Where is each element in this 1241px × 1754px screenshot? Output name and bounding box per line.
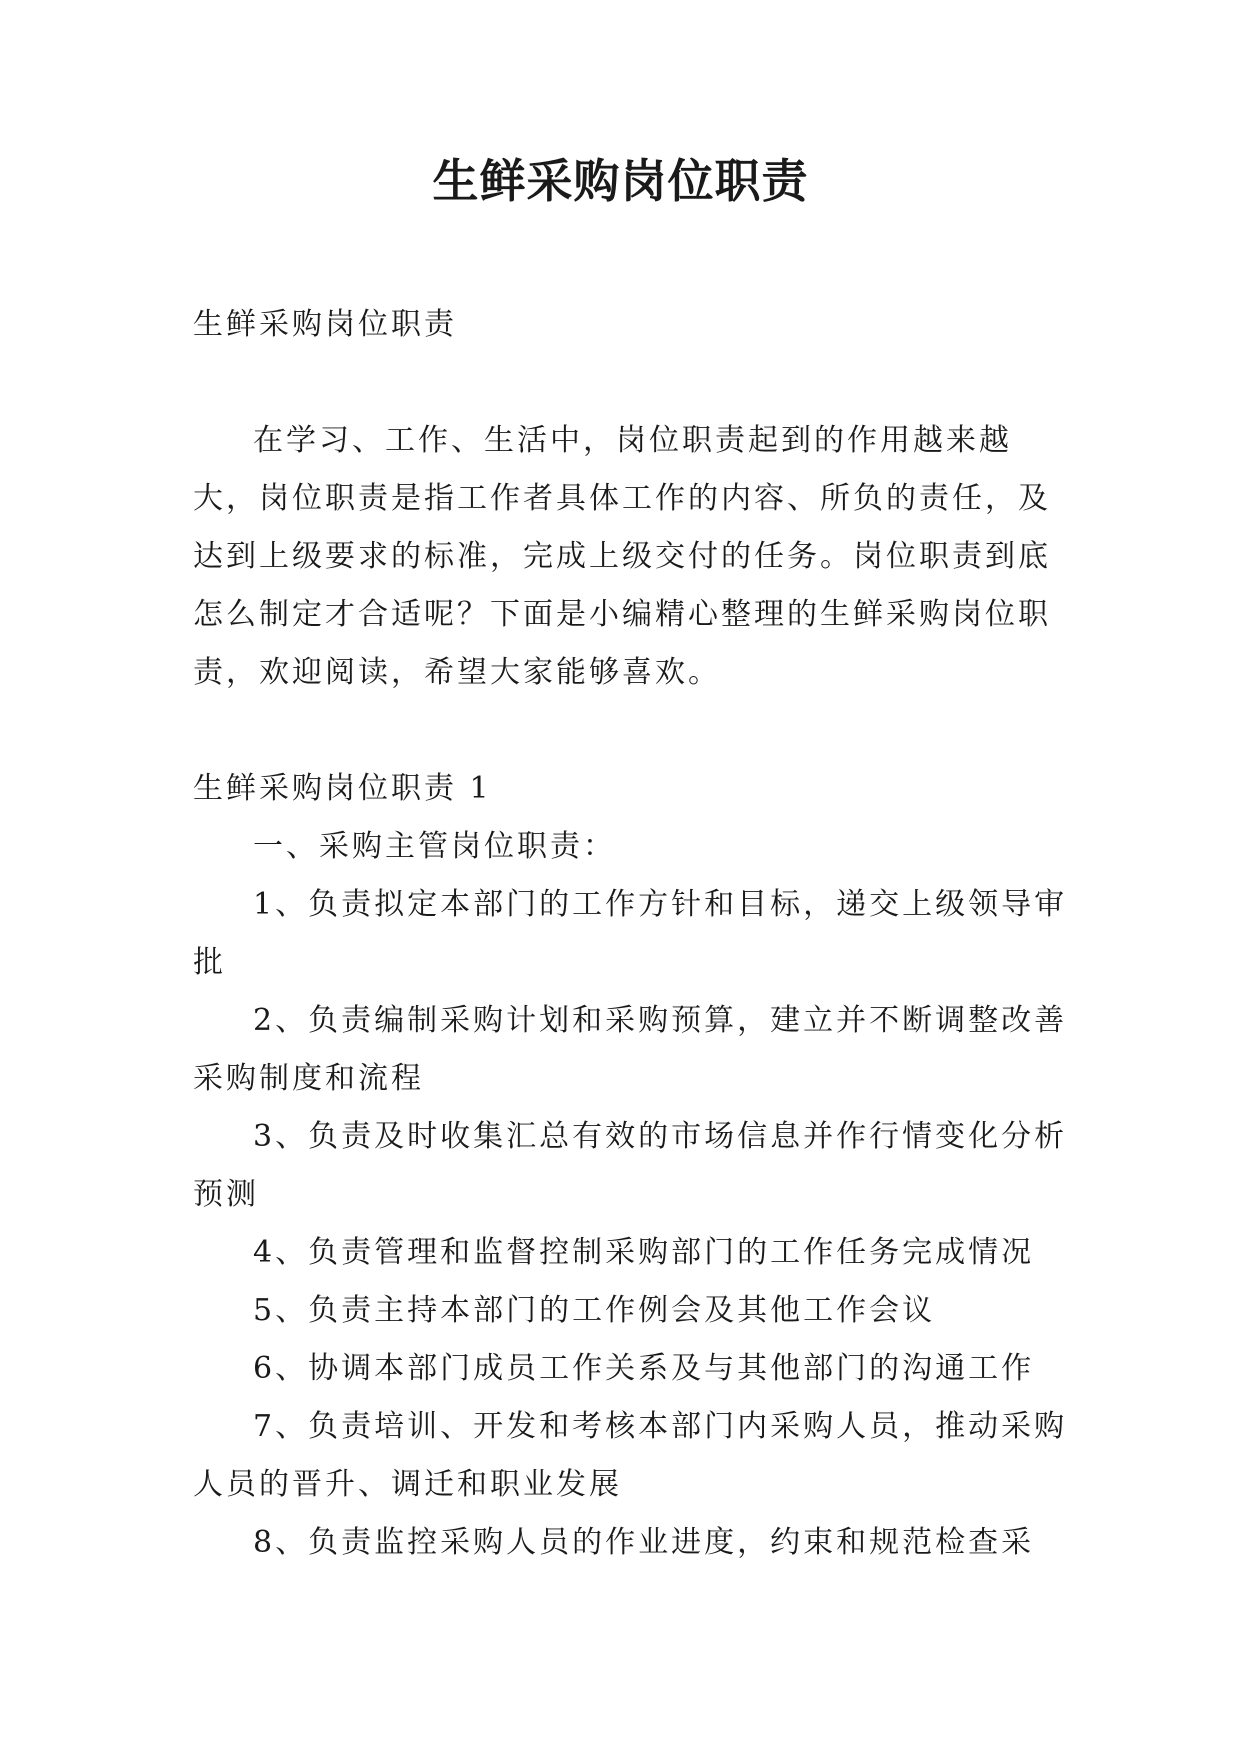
duty-item: 4、负责管理和监督控制采购部门的工作任务完成情况 <box>253 1235 1035 1270</box>
section-title: 生鲜采购岗位职责 1 <box>193 771 492 806</box>
duty-item: 2、负责编制采购计划和采购预算，建立并不断调整改善采购制度和流程 <box>193 1003 1068 1096</box>
duty-item: 1、负责拟定本部门的工作方针和目标，递交上级领导审批 <box>193 887 1068 980</box>
intro-paragraph: 在学习、工作、生活中，岗位职责起到的作用越来越大，岗位职责是指工作者具体工作的内容、所负的责任，及达到上级要求的标准，完成上级交付的任务。岗位职责到底怎么制定才合适呢？下面是小编精心整理的生鲜采购岗位职责，欢迎阅读，希望大家能够喜欢。 <box>193 423 1051 690</box>
duty-item: 6、协调本部门成员工作关系及与其他部门的沟通工作 <box>253 1351 1035 1386</box>
document-title: 生鲜采购岗位职责 <box>432 154 809 208</box>
duty-item: 3、负责及时收集汇总有效的市场信息并作行情变化分析预测 <box>193 1119 1068 1212</box>
document-body <box>193 296 1068 1572</box>
section-heading-item: 一、采购主管岗位职责： <box>253 829 616 864</box>
duty-item: 7、负责培训、开发和考核本部门内采购人员，推动采购人员的晋升、调迁和职业发展 <box>193 1409 1068 1502</box>
duty-item: 5、负责主持本部门的工作例会及其他工作会议 <box>253 1293 936 1328</box>
document-subtitle: 生鲜采购岗位职责 <box>193 307 457 342</box>
duty-item: 8、负责监控采购人员的作业进度，约束和规范检查采 <box>253 1525 1035 1560</box>
